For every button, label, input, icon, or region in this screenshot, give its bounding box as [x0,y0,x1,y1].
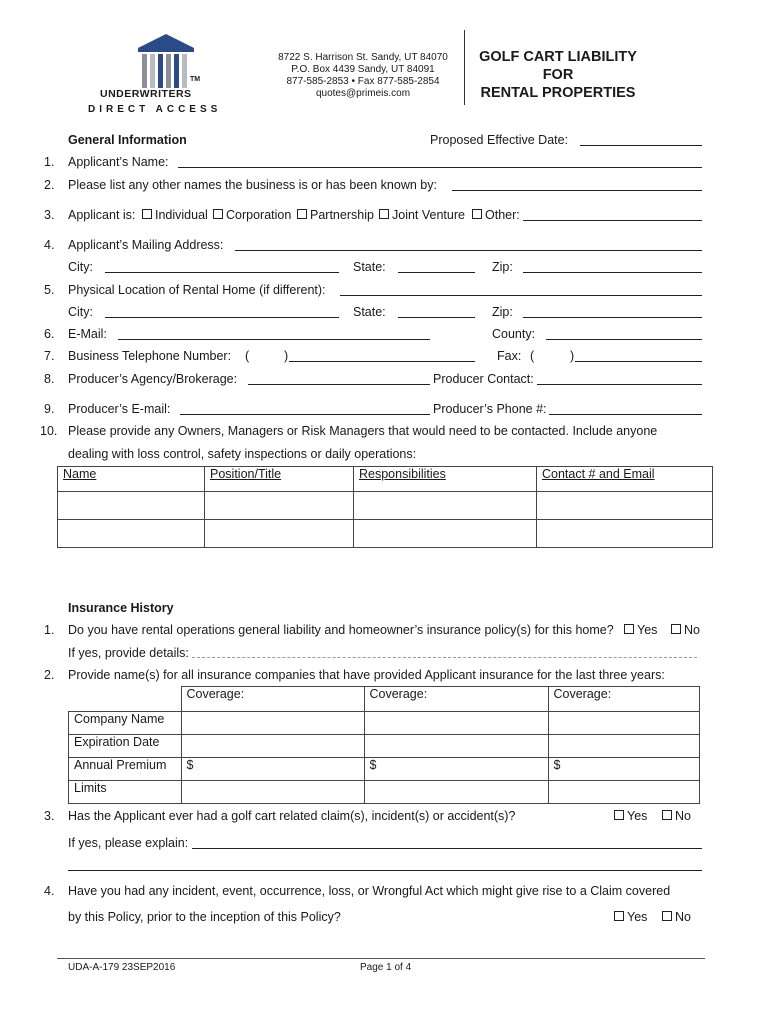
effective-date-label: Proposed Effective Date: [430,133,569,147]
producer-email-field[interactable] [180,414,430,415]
contacts-header-responsibilities: Responsibilities [354,467,537,492]
h-q1-number: 1. [44,623,55,637]
footer-page-number: Page 1 of 4 [360,962,412,973]
county-field[interactable] [546,339,702,340]
contacts-header-position: Position/Title [205,467,354,492]
logo-tm: TM [190,76,201,83]
row-label-company: Company Name [69,712,182,735]
current-policy-details-label: If yes, provide details: [68,646,189,660]
q9-number: 9. [44,402,55,416]
applicant-name-field[interactable] [178,167,702,168]
other-names-field[interactable] [452,190,702,191]
contacts-table [57,466,713,548]
claims-explain-label: If yes, please explain: [68,836,189,850]
fax-field[interactable] [575,361,702,362]
physical-state-label: State: [353,305,386,319]
producer-phone-label: Producer’s Phone #: [433,402,547,416]
current-policy-yes[interactable]: Yes [624,623,657,637]
table-row[interactable] [58,492,713,520]
claims-explain-field[interactable] [192,848,702,849]
claims-explain-field-2[interactable] [68,870,702,871]
mailing-state-label: State: [353,260,386,274]
contact-email: quotes@primeis.com [315,88,411,99]
producer-phone-field[interactable] [549,414,702,415]
mailing-city-label: City: [68,260,93,274]
physical-location-field[interactable] [340,295,702,296]
physical-location-label: Physical Location of Rental Home (if different): [68,283,326,297]
claims-no[interactable]: No [662,809,691,823]
physical-zip-label: Zip: [492,305,513,319]
table-cell[interactable] [354,520,537,548]
form-title-line2: FOR [542,67,574,83]
mailing-address-field[interactable] [235,250,702,251]
current-policy-question: Do you have rental operations general liability and homeowner’s insurance policy(s) for this home? [68,623,614,637]
premium-cell-2[interactable]: $ [364,758,548,781]
table-cell[interactable] [354,492,537,520]
q2-number: 2. [44,178,55,192]
table-cell[interactable] [548,781,700,804]
mailing-zip-field[interactable] [523,272,702,273]
general-heading: General Information [68,133,187,147]
contacts-header-name: Name [58,467,205,492]
h-q3-number: 3. [44,809,55,823]
prior-carriers-table [68,686,700,804]
producer-contact-field[interactable] [537,384,702,385]
physical-city-label: City: [68,305,93,319]
table-cell[interactable] [205,492,354,520]
table-row [69,712,700,735]
table-cell[interactable] [205,520,354,548]
q3-number: 3. [44,208,55,222]
q5-number: 5. [44,283,55,297]
q4-number: 4. [44,238,55,252]
table-cell[interactable] [537,492,713,520]
business-phone-label: Business Telephone Number: [68,349,232,363]
table-cell [69,687,182,712]
phone-paren-open: ( [245,349,250,363]
address-line1: 8722 S. Harrison St. Sandy, UT 84070 [278,52,448,63]
table-row [58,467,713,492]
table-cell[interactable] [364,781,548,804]
other-type-field[interactable] [523,220,702,221]
effective-date-field[interactable] [580,145,702,146]
coverage-header-1: Coverage: [181,687,364,712]
fax-paren-open: ( [530,349,535,363]
q8-number: 8. [44,372,55,386]
email-field[interactable] [118,339,430,340]
checkbox-partnership[interactable]: Partnership [297,208,374,222]
producer-agency-label: Producer’s Agency/Brokerage: [68,372,238,386]
checkbox-corporation[interactable]: Corporation [213,208,291,222]
row-label-expiration: Expiration Date [69,735,182,758]
mailing-address-label: Applicant’s Mailing Address: [68,238,224,252]
wrongful-act-question-line1: Have you had any incident, event, occurrence, loss, or Wrongful Act which might give rise to a Claim covered [68,884,671,898]
table-row [69,735,700,758]
table-row[interactable] [58,520,713,548]
applicant-type-label: Applicant is: [68,208,136,222]
contacts-header-contact: Contact # and Email [537,467,713,492]
fax-paren-close: ) [570,349,575,363]
table-cell[interactable] [181,735,364,758]
phone-fax: 877-585-2853 • Fax 877-585-2854 [286,76,440,87]
wrongful-act-yes[interactable]: Yes [614,910,647,924]
history-heading: Insurance History [68,601,174,615]
h-q2-number: 2. [44,668,55,682]
table-cell[interactable] [58,520,205,548]
producer-email-label: Producer’s E-mail: [68,402,171,416]
physical-city-field[interactable] [105,317,339,318]
prior-carriers-question: Provide name(s) for all insurance companies that have provided Applicant insurance for the last three years: [68,668,665,682]
table-cell[interactable] [181,712,364,735]
checkbox-other[interactable]: Other: [472,208,520,222]
form-title-line3: RENTAL PROPERTIES [480,85,636,101]
producer-agency-field[interactable] [248,384,430,385]
county-label: County: [492,327,536,341]
coverage-header-3: Coverage: [548,687,700,712]
row-label-premium: Annual Premium [69,758,182,781]
table-cell[interactable] [181,781,364,804]
table-row [69,758,700,781]
checkbox-individual[interactable]: Individual [142,208,208,222]
table-cell[interactable] [548,712,700,735]
form-title-line1: GOLF CART LIABILITY [479,49,637,65]
table-row [69,781,700,804]
applicant-name-label: Applicant’s Name: [68,155,169,169]
other-names-label: Please list any other names the business is or has been known by: [68,178,437,192]
wrongful-act-question-line2: by this Policy, prior to the inception of this Policy? [68,910,341,924]
physical-state-field[interactable] [398,317,475,318]
table-cell[interactable] [364,735,548,758]
footer-form-id: UDA-A-179 23SEP2016 [68,962,176,973]
mailing-state-field[interactable] [398,272,475,273]
premium-cell-1[interactable]: $ [181,758,364,781]
producer-contact-label: Producer Contact: [433,372,534,386]
header-divider [464,30,465,105]
q7-number: 7. [44,349,55,363]
table-cell[interactable] [364,712,548,735]
current-policy-details-field[interactable] [192,657,697,658]
phone-paren-close: ) [284,349,289,363]
wrongful-act-no[interactable]: No [662,910,691,924]
h-q4-number: 4. [44,884,55,898]
email-label: E-Mail: [68,327,107,341]
contacts-instructions-line1: Please provide any Owners, Managers or Risk Managers that would need to be contacted. Include anyone [68,424,658,438]
table-cell[interactable] [537,520,713,548]
business-phone-field[interactable] [289,361,475,362]
claims-yes[interactable]: Yes [614,809,647,823]
logo-name-line2: DIRECT ACCESS [88,104,222,115]
row-label-limits: Limits [69,781,182,804]
premium-cell-3[interactable]: $ [548,758,700,781]
footer-divider [57,958,705,959]
table-cell[interactable] [548,735,700,758]
q6-number: 6. [44,327,55,341]
q10-number: 10. [40,424,58,438]
logo-name-line1: UNDERWRITERS [100,88,192,100]
contacts-instructions-line2: dealing with loss control, safety inspections or daily operations: [68,447,417,461]
fax-label: Fax: [497,349,522,363]
golf-cart-claims-question: Has the Applicant ever had a golf cart related claim(s), incident(s) or accident(s)? [68,809,516,823]
physical-zip-field[interactable] [523,317,702,318]
q1-number: 1. [44,155,55,169]
address-line2: P.O. Box 4439 Sandy, UT 84091 [291,64,435,75]
coverage-header-2: Coverage: [364,687,548,712]
table-row [69,687,700,712]
mailing-city-field[interactable] [105,272,339,273]
table-cell[interactable] [58,492,205,520]
mailing-zip-label: Zip: [492,260,513,274]
current-policy-no[interactable]: No [671,623,700,637]
checkbox-joint-venture[interactable]: Joint Venture [379,208,465,222]
